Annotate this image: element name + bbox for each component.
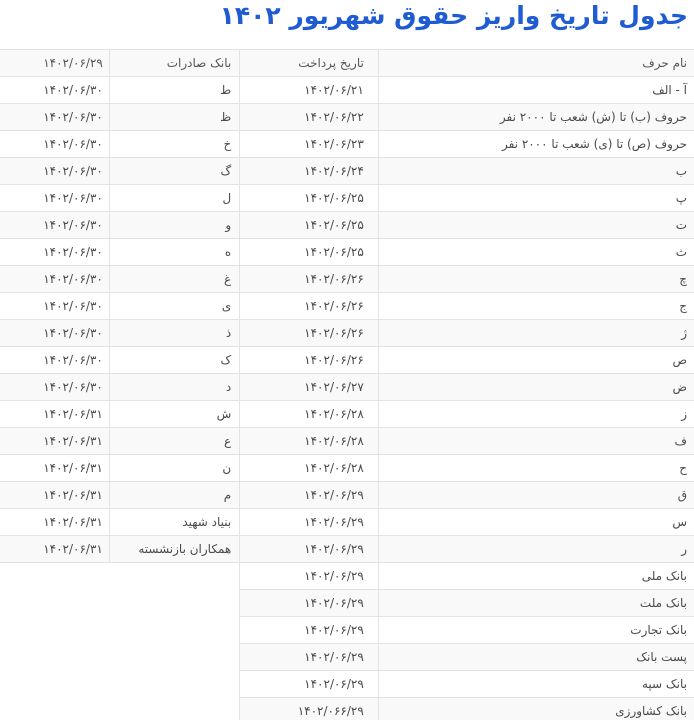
cell-empty [0, 563, 109, 590]
cell-letter: پ [378, 185, 694, 212]
cell-letter: ر [378, 536, 694, 563]
cell-date: ۱۴۰۲/۰۶/۲۶ [240, 320, 379, 347]
header-saderat-date: ۱۴۰۲/۰۶/۲۹ [0, 50, 109, 77]
cell-saderat-date: ۱۴۰۲/۰۶/۳۱ [0, 455, 109, 482]
table-row [0, 536, 694, 563]
cell-letter: چ [378, 266, 694, 293]
table-row [0, 239, 694, 266]
table-row [0, 266, 694, 293]
cell-saderat-letter: ذ [109, 320, 239, 347]
cell-bank: بانک ملت [378, 590, 694, 617]
cell-letter: س [378, 509, 694, 536]
payment-schedule-table [0, 49, 694, 720]
table-row [0, 428, 694, 455]
cell-empty [109, 698, 239, 720]
cell-saderat-date: ۱۴۰۲/۰۶/۳۰ [0, 158, 109, 185]
cell-date: ۱۴۰۲/۰۶/۲۹ [240, 644, 379, 671]
cell-letter: ض [378, 374, 694, 401]
cell-date: ۱۴۰۲/۰۶/۲۹ [240, 536, 379, 563]
cell-saderat-date: ۱۴۰۲/۰۶/۳۰ [0, 293, 109, 320]
cell-saderat-date: ۱۴۰۲/۰۶/۳۰ [0, 212, 109, 239]
header-payment-date: تاریخ پرداخت [240, 50, 379, 77]
cell-empty [0, 617, 109, 644]
cell-letter: آ - الف [378, 77, 694, 104]
cell-saderat-letter: و [109, 212, 239, 239]
cell-date: ۱۴۰۲/۰۶/۲۵ [240, 185, 379, 212]
cell-letter: ز [378, 401, 694, 428]
cell-saderat-letter: بنیاد شهید [109, 509, 239, 536]
cell-saderat-date: ۱۴۰۲/۰۶/۳۰ [0, 347, 109, 374]
cell-saderat-date: ۱۴۰۲/۰۶/۳۰ [0, 104, 109, 131]
cell-saderat-date: ۱۴۰۲/۰۶/۳۱ [0, 428, 109, 455]
cell-saderat-letter: خ [109, 131, 239, 158]
cell-saderat-letter: غ [109, 266, 239, 293]
table-row [0, 158, 694, 185]
cell-date: ۱۴۰۲/۰۶/۲۹ [240, 509, 379, 536]
cell-date: ۱۴۰۲/۰۶/۲۸ [240, 401, 379, 428]
cell-empty [109, 617, 239, 644]
cell-saderat-date: ۱۴۰۲/۰۶/۳۰ [0, 374, 109, 401]
cell-letter: ث [378, 239, 694, 266]
table-row [0, 671, 694, 698]
cell-saderat-letter: م [109, 482, 239, 509]
cell-empty [109, 644, 239, 671]
cell-date: ۱۴۰۲/۰۶۶/۲۹ [240, 698, 379, 720]
cell-empty [109, 590, 239, 617]
cell-bank: پست بانک [378, 644, 694, 671]
cell-saderat-date: ۱۴۰۲/۰۶/۳۰ [0, 77, 109, 104]
cell-date: ۱۴۰۲/۰۶/۲۸ [240, 455, 379, 482]
cell-date: ۱۴۰۲/۰۶/۲۹ [240, 563, 379, 590]
cell-letter: ج [378, 293, 694, 320]
cell-date: ۱۴۰۲/۰۶/۲۹ [240, 671, 379, 698]
cell-saderat-date: ۱۴۰۲/۰۶/۳۱ [0, 401, 109, 428]
cell-letter: حروف (ص) تا (ی) شعب تا ۲۰۰۰ نفر [378, 131, 694, 158]
page-title: جدول تاریخ واریز حقوق شهریور ۱۴۰۲ [219, 1, 688, 30]
cell-date: ۱۴۰۲/۰۶/۲۸ [240, 428, 379, 455]
cell-date: ۱۴۰۲/۰۶/۲۹ [240, 590, 379, 617]
cell-letter: ح [378, 455, 694, 482]
cell-saderat-letter: ه [109, 239, 239, 266]
cell-letter: ق [378, 482, 694, 509]
table-row [0, 401, 694, 428]
cell-date: ۱۴۰۲/۰۶/۲۶ [240, 347, 379, 374]
cell-date: ۱۴۰۲/۰۶/۲۴ [240, 158, 379, 185]
cell-bank: بانک سپه [378, 671, 694, 698]
cell-saderat-date: ۱۴۰۲/۰۶/۳۰ [0, 131, 109, 158]
cell-date: ۱۴۰۲/۰۶/۲۶ [240, 293, 379, 320]
cell-date: ۱۴۰۲/۰۶/۲۵ [240, 239, 379, 266]
cell-saderat-letter: گ [109, 158, 239, 185]
table-row [0, 509, 694, 536]
cell-saderat-date: ۱۴۰۲/۰۶/۳۰ [0, 266, 109, 293]
cell-date: ۱۴۰۲/۰۶/۲۳ [240, 131, 379, 158]
table-row [0, 482, 694, 509]
table-row [0, 617, 694, 644]
cell-empty [0, 644, 109, 671]
cell-date: ۱۴۰۲/۰۶/۲۷ [240, 374, 379, 401]
cell-date: ۱۴۰۲/۰۶/۲۱ [240, 77, 379, 104]
table-header-row [0, 50, 694, 77]
cell-letter: حروف (ب) تا (ش) شعب تا ۲۰۰۰ نفر [378, 104, 694, 131]
cell-empty [0, 698, 109, 720]
cell-empty [0, 590, 109, 617]
table-row [0, 590, 694, 617]
cell-bank: بانک ملی [378, 563, 694, 590]
cell-saderat-letter: ل [109, 185, 239, 212]
cell-bank: بانک کشاورزی [378, 698, 694, 720]
cell-saderat-letter: ک [109, 347, 239, 374]
table-row [0, 77, 694, 104]
cell-saderat-letter: ط [109, 77, 239, 104]
cell-saderat-letter: د [109, 374, 239, 401]
header-letter-name: نام حرف [378, 50, 694, 77]
cell-empty [0, 671, 109, 698]
cell-empty [109, 563, 239, 590]
header-bank-saderat: بانک صادرات [109, 50, 239, 77]
cell-letter: ژ [378, 320, 694, 347]
cell-date: ۱۴۰۲/۰۶/۲۲ [240, 104, 379, 131]
cell-saderat-letter: ی [109, 293, 239, 320]
table-row [0, 455, 694, 482]
table-row [0, 104, 694, 131]
cell-saderat-date: ۱۴۰۲/۰۶/۳۱ [0, 536, 109, 563]
cell-saderat-letter: ش [109, 401, 239, 428]
cell-date: ۱۴۰۲/۰۶/۲۹ [240, 482, 379, 509]
cell-saderat-letter: ن [109, 455, 239, 482]
cell-saderat-date: ۱۴۰۲/۰۶/۳۰ [0, 320, 109, 347]
cell-letter: ب [378, 158, 694, 185]
table-row [0, 293, 694, 320]
table-row [0, 212, 694, 239]
cell-letter: ت [378, 212, 694, 239]
cell-saderat-date: ۱۴۰۲/۰۶/۳۱ [0, 482, 109, 509]
cell-saderat-date: ۱۴۰۲/۰۶/۳۰ [0, 185, 109, 212]
cell-saderat-date: ۱۴۰۲/۰۶/۳۰ [0, 239, 109, 266]
cell-letter: ص [378, 347, 694, 374]
cell-saderat-date: ۱۴۰۲/۰۶/۳۱ [0, 509, 109, 536]
cell-date: ۱۴۰۲/۰۶/۲۵ [240, 212, 379, 239]
cell-date: ۱۴۰۲/۰۶/۲۹ [240, 617, 379, 644]
table-row [0, 698, 694, 720]
cell-saderat-letter: همکاران بازنشسته [109, 536, 239, 563]
cell-date: ۱۴۰۲/۰۶/۲۶ [240, 266, 379, 293]
table-row [0, 644, 694, 671]
table-row [0, 563, 694, 590]
table-row [0, 185, 694, 212]
cell-saderat-letter: ظ [109, 104, 239, 131]
table-row [0, 374, 694, 401]
cell-bank: بانک تجارت [378, 617, 694, 644]
cell-saderat-letter: ع [109, 428, 239, 455]
cell-letter: ف [378, 428, 694, 455]
cell-empty [109, 671, 239, 698]
table-row [0, 131, 694, 158]
table-row [0, 347, 694, 374]
table-row [0, 320, 694, 347]
